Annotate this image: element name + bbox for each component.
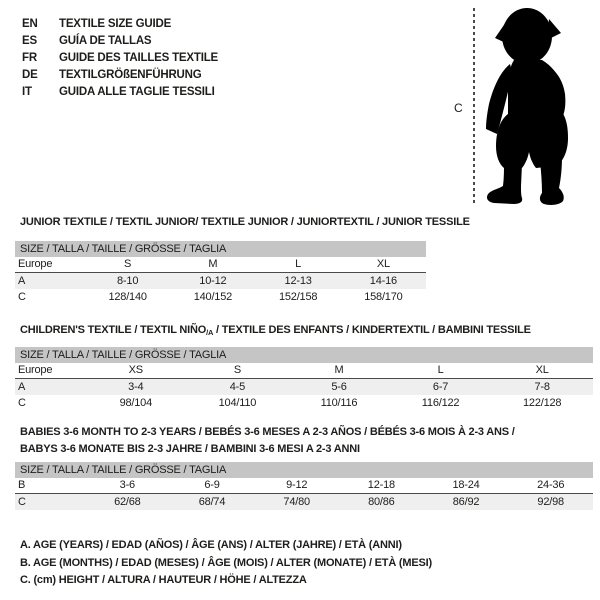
title-text: CHILDREN'S TEXTILE / TEXTIL NIÑO	[20, 324, 207, 336]
size-cell: L	[295, 258, 302, 270]
size-cell: 68/74	[198, 496, 226, 508]
baby-silhouette-icon	[482, 6, 574, 206]
size-cell: 80/86	[368, 496, 395, 508]
language-code: DE	[22, 68, 38, 81]
size-cell: S	[233, 364, 241, 376]
title-subscript: /A	[206, 328, 214, 337]
table-row	[15, 379, 593, 395]
language-code: ES	[22, 34, 37, 47]
footnote: C. (cm) HEIGHT / ALTURA / HAUTEUR / HÖHE / ALTEZZA	[20, 574, 307, 586]
row-label: C	[18, 291, 26, 303]
size-table	[15, 241, 426, 305]
size-cell: 24-36	[537, 479, 565, 491]
language-list	[22, 15, 218, 100]
size-cell: 10-12	[199, 275, 227, 287]
row-label: B	[18, 479, 26, 491]
size-cell: 86/92	[452, 496, 480, 508]
language-row	[22, 15, 218, 32]
height-measure-label: C	[454, 101, 463, 115]
table-row	[15, 494, 593, 510]
size-cell: 14-16	[369, 275, 397, 287]
language-title: GUÍA DE TALLAS	[59, 34, 152, 47]
footnotes	[20, 537, 432, 590]
row-label: Europe	[18, 258, 53, 270]
table-row	[15, 363, 593, 379]
table-row	[15, 289, 426, 305]
size-cell: 110/116	[320, 397, 358, 409]
table-title-line	[20, 441, 515, 458]
footnote: A. AGE (YEARS) / EDAD (AÑOS) / ÂGE (ANS) / ALTER (JAHRE) / ETÀ (ANNI)	[20, 539, 402, 551]
row-label: Europe	[18, 364, 53, 376]
row-label: C	[18, 496, 26, 508]
size-cell: M	[334, 364, 344, 376]
size-cell: 104/110	[218, 397, 257, 409]
size-cell: 128/140	[108, 291, 147, 303]
footnote: B. AGE (MONTHS) / EDAD (MESES) / ÂGE (MOIS) / ALTER (MONATE) / ETÀ (MESI)	[20, 556, 432, 569]
table-row	[15, 257, 426, 273]
size-cell: 7-8	[534, 381, 550, 393]
language-code: EN	[22, 17, 38, 30]
language-title: TEXTILE SIZE GUIDE	[59, 17, 172, 30]
size-cell: XL	[376, 258, 390, 270]
size-cell: M	[208, 258, 218, 270]
table-row	[15, 478, 593, 494]
size-cell: 18-24	[452, 479, 480, 491]
size-table	[15, 462, 593, 510]
size-cell: 3-4	[128, 381, 144, 393]
size-cell: 8-10	[117, 275, 139, 287]
size-cell: S	[124, 258, 132, 270]
size-header-bar: SIZE / TALLA / TAILLE / GRÖSSE / TAGLIA	[15, 347, 593, 363]
size-cell: 122/128	[522, 397, 562, 409]
size-cell: 3-6	[119, 479, 135, 491]
size-cell: 74/80	[283, 496, 310, 508]
size-cell: XS	[128, 364, 143, 376]
row-label: A	[18, 275, 26, 287]
table-title	[20, 424, 515, 457]
table-row	[15, 395, 593, 411]
title-text: BABYS 3-6 MONATE BIS 2-3 JAHRE / BAMBINI 3-6 MESI A 2-3 ANNI	[20, 442, 360, 455]
language-title: TEXTILGRÖßENFÜHRUNG	[59, 68, 202, 81]
size-header-bar: SIZE / TALLA / TAILLE / GRÖSSE / TAGLIA	[15, 241, 426, 257]
table-title	[20, 322, 531, 342]
size-cell: 5-6	[331, 381, 347, 393]
size-cell: 92/98	[537, 496, 564, 508]
size-cell: 98/104	[119, 397, 153, 409]
size-cell: 9-12	[286, 479, 308, 491]
language-row	[22, 49, 218, 66]
size-cell: 12-18	[367, 479, 395, 491]
language-row	[22, 83, 218, 100]
title-text: JUNIOR TEXTILE / TEXTIL JUNIOR/ TEXTILE JUNIOR / JUNIORTEXTIL / JUNIOR TESSILE	[20, 216, 470, 228]
table-title-line	[20, 322, 531, 342]
language-code: IT	[22, 85, 32, 98]
size-cell: 62/68	[114, 496, 141, 508]
row-label: C	[18, 397, 26, 409]
size-cell: L	[437, 364, 444, 376]
size-cell: 6-9	[204, 479, 220, 491]
size-cell: 12-13	[284, 275, 312, 287]
size-cell: 6-7	[432, 381, 449, 393]
title-text: BABIES 3-6 MONTH TO 2-3 YEARS / BEBÉS 3-6 MESES A 2-3 AÑOS / BÉBÉS 3-6 MOIS À 2-3 ANS /	[20, 426, 515, 438]
language-title: GUIDA ALLE TAGLIE TESSILI	[59, 85, 215, 98]
size-cell: 116/122	[421, 397, 460, 409]
table-row	[15, 273, 426, 289]
language-row	[22, 32, 218, 49]
size-cell: XL	[535, 364, 549, 376]
height-measure-dashed-line	[473, 8, 475, 206]
table-title-line	[20, 424, 515, 441]
size-cell: 158/170	[364, 291, 403, 303]
language-row	[22, 66, 218, 83]
size-cell: 140/152	[193, 291, 233, 303]
size-header-bar: SIZE / TALLA / TAILLE / GRÖSSE / TAGLIA	[15, 462, 593, 478]
size-cell: 152/158	[278, 291, 318, 303]
title-text: / TEXTILE DES ENFANTS / KINDERTEXTIL / BAMBINI TESSILE	[213, 324, 531, 336]
language-code: FR	[22, 51, 37, 64]
size-table	[15, 347, 593, 411]
row-label: A	[18, 381, 26, 393]
table-title-line	[20, 214, 470, 231]
size-cell: 4-5	[229, 381, 246, 393]
language-title: GUIDE DES TAILLES TEXTILE	[59, 51, 218, 64]
table-title	[20, 214, 470, 231]
